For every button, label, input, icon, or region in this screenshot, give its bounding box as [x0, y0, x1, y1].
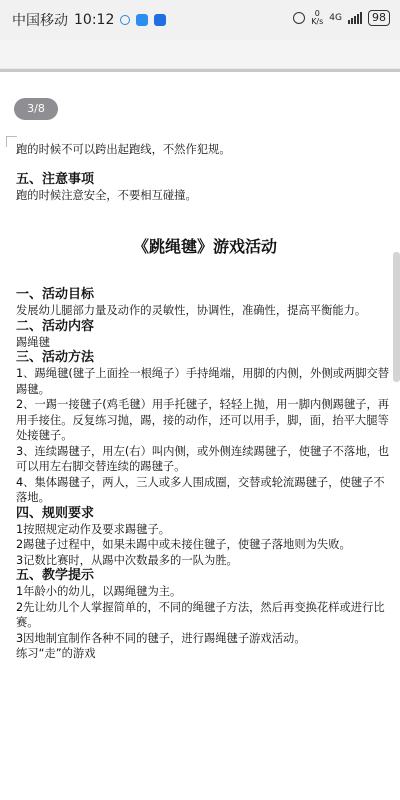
document-content	[16, 142, 400, 662]
paragraph: 1、踢绳毽(毽子上面拴一根绳子）手持绳端，用脚的内侧，外侧或两脚交替	[16, 367, 390, 380]
paragraph: 1年龄小的幼儿，以踢绳毽为主。	[16, 585, 182, 598]
alipay-icon	[154, 14, 166, 26]
speed-indicator	[311, 10, 323, 26]
speed-unit: K/s	[311, 17, 324, 26]
battery-level: 98	[372, 11, 386, 24]
status-bar	[0, 0, 400, 40]
paragraph: 发展幼儿腿部力量及动作的灵敏性，协调性，准确性，提高平衡能力。	[16, 304, 367, 317]
paragraph: 处接毽子。	[16, 429, 73, 442]
speed-value: 0	[314, 9, 320, 18]
paragraph: 3、连续踢毽子，用左(右）叫内侧，或外侧连续踢毽子，使毽子不落地，也	[16, 444, 390, 458]
paragraph: 可以用左右脚交替连续的踢毽子。	[16, 460, 186, 473]
section-heading: 五、注意事项	[16, 171, 95, 187]
paragraph: 2踢毽子过程中，如果未踢中或未接住毽子，使毽子落地则为失败。	[16, 538, 351, 551]
chat-app-icon	[136, 14, 148, 26]
paragraph: 赛。	[16, 616, 39, 629]
document-title: 《跳绳毽》游戏活动	[133, 237, 278, 256]
section-heading: 三、活动方法	[16, 350, 95, 365]
paragraph: 落地。	[16, 491, 50, 504]
section-heading: 四、规则要求	[16, 505, 95, 521]
document-page[interactable]	[0, 72, 400, 800]
paragraph: 踢毽。	[16, 382, 50, 396]
section-text: 跑的时候注意安全，不要相互碰撞。	[16, 188, 197, 202]
paragraph: 1按照规定动作及要求踢毽子。	[16, 522, 171, 536]
paragraph: 3记数比赛时，从踢中次数最多的一队为胜。	[16, 553, 238, 567]
paragraph: 3因地制宜制作各种不同的毽子，进行踢绳毽子游戏活动。	[16, 631, 306, 645]
paragraph: 用手接住。反复练习抛，踢，接的动作，还可以用手，脚，面，抬平大腿等	[16, 413, 389, 427]
section-heading: 五、教学提示	[16, 568, 95, 583]
paragraph: 练习“走”的游戏	[16, 647, 96, 660]
paragraph: 4、集体踢毽子，两人，三人或多人围成圈，交替或轮流踢毽子，使毽子不	[16, 475, 385, 489]
carrier-name: 中国移动	[12, 13, 68, 29]
section-heading: 二、活动内容	[16, 318, 95, 334]
page-indicator: 3/8	[14, 98, 58, 120]
paragraph: 2先让幼儿个人掌握简单的，不同的绳毽子方法，然后再变换花样或进行比	[16, 600, 385, 614]
network-type: 4G	[329, 13, 342, 23]
battery-icon	[368, 10, 390, 26]
signal-icon	[348, 12, 362, 24]
alarm-icon	[293, 12, 305, 24]
paragraph: 2、一踢一接毽子(鸡毛毽）用手托毽子，轻轻上抛，用一脚内侧踢毽子，再	[16, 398, 390, 411]
toolbar-area	[0, 40, 400, 68]
paragraph: 踢绳毽	[16, 335, 50, 349]
section-heading: 一、活动目标	[16, 287, 95, 302]
intro-line: 跑的时候不可以跨出起跑线，不然作犯规。	[16, 143, 231, 156]
sync-icon	[120, 15, 130, 25]
clock: 10:12	[74, 12, 115, 28]
